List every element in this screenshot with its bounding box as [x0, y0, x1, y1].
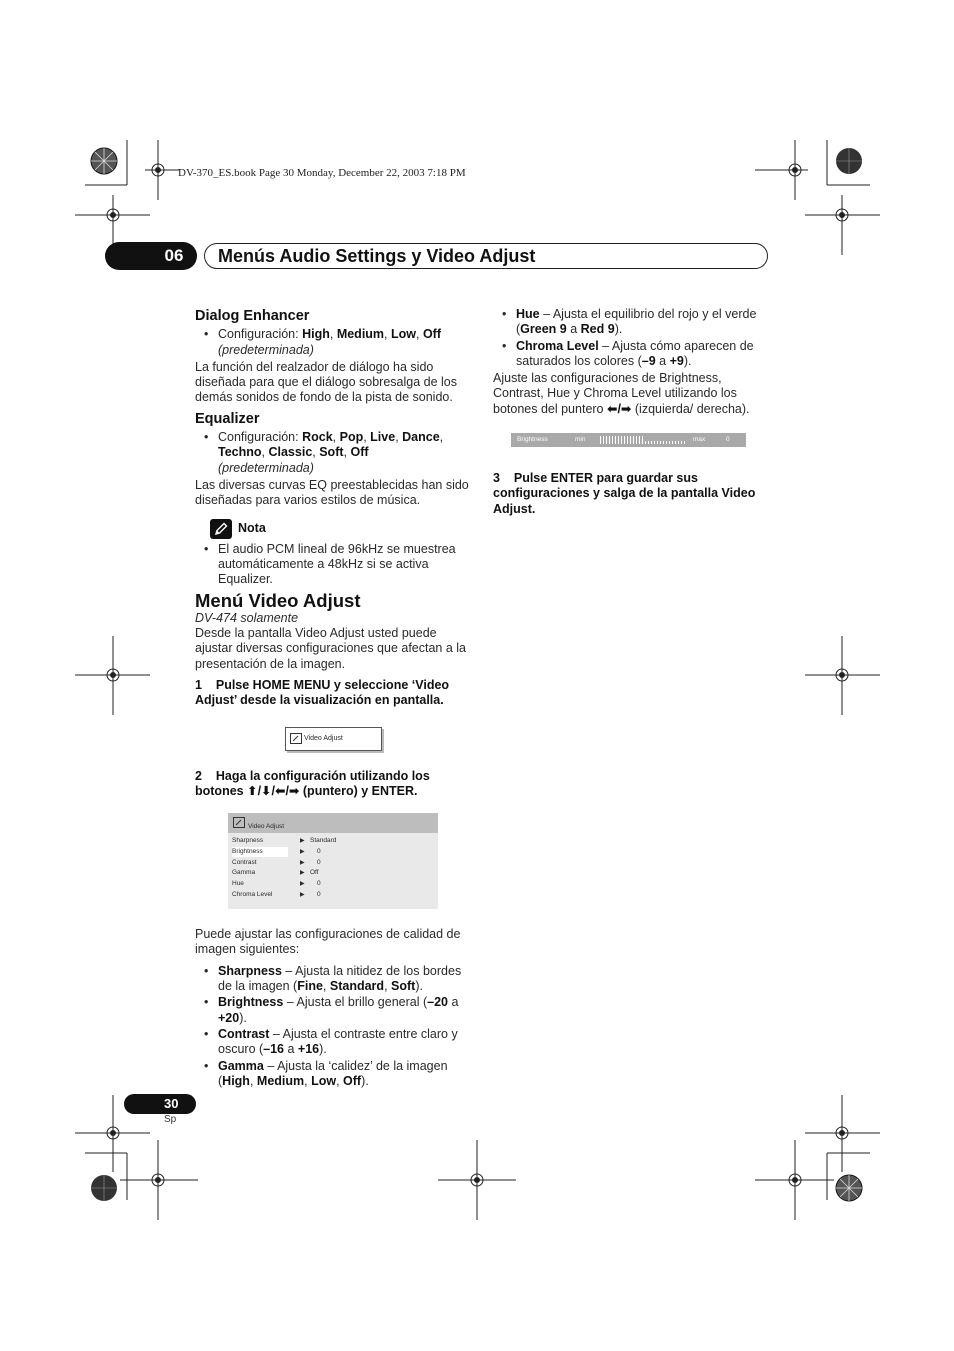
chapter-title: Menús Audio Settings y Video Adjust — [204, 243, 768, 269]
settings-list-continued — [493, 307, 771, 369]
play-arrow-icon: ▶ — [300, 892, 305, 899]
brightness-tick — [651, 441, 652, 444]
chapter-number-badge: 06 — [105, 242, 197, 270]
brightness-tick — [663, 441, 664, 444]
brightness-tick — [636, 436, 637, 444]
list-item: • Brightness – Ajusta el brillo general (–20 a +20). — [195, 995, 475, 1026]
menu-row-hue: Hue ▶ 0 — [232, 880, 321, 888]
brightness-tick — [624, 436, 625, 444]
brightness-tick — [678, 441, 679, 444]
list-item: • Chroma Level – Ajusta cómo aparecen de saturados los colores (–9 a +9). — [493, 339, 771, 370]
brightness-tick — [681, 441, 682, 444]
left-column — [195, 309, 475, 1091]
play-arrow-icon: ▶ — [300, 870, 305, 877]
brightness-tick — [633, 436, 634, 444]
brightness-tick — [648, 441, 649, 444]
menu-header: Video Adjust — [228, 813, 438, 833]
list-item: • Sharpness – Ajusta la nitidez de los bordes de la imagen (Fine, Standard, Soft). — [195, 964, 475, 995]
page-language: Sp — [164, 1114, 177, 1125]
video-adjust-intro: Desde la pantalla Video Adjust usted puede ajustar diversas configuraciones que afectan a la presentación de la imagen. — [195, 626, 466, 671]
video-adjust-icon — [290, 733, 302, 744]
brightness-tick — [639, 436, 640, 444]
menu-row-gamma: Gamma ▶ Off — [232, 869, 319, 877]
step-3: 3 Pulse ENTER para guardar sus configuraciones y salga de la pantalla Video Adjust. — [493, 471, 756, 516]
brightness-tick — [630, 436, 631, 444]
brightness-tick — [657, 441, 658, 444]
brightness-tick — [672, 441, 673, 444]
nota-heading: Nota — [238, 520, 266, 535]
menu-row-brightness: Brightness ▶ 0 — [232, 848, 321, 856]
brightness-tick — [666, 441, 667, 444]
arrow-buttons-icon: ⬆/⬇/⬅/➡ — [247, 783, 300, 798]
brightness-tick — [603, 436, 604, 444]
play-arrow-icon: ▶ — [300, 849, 305, 856]
brightness-tick — [621, 436, 622, 444]
brightness-tick — [675, 441, 676, 444]
play-arrow-icon: ▶ — [300, 881, 305, 888]
equalizer-config — [195, 430, 475, 476]
brightness-tick — [612, 436, 613, 444]
adjust-instructions: Ajuste las configuraciones de Brightness, Contrast, Hue y Chroma Level utilizando los botones del puntero ⬅/➡ (izquierda/ derecha). — [493, 371, 750, 416]
video-adjust-icon — [233, 817, 245, 828]
video-adjust-screen-thumbnail: Video Adjust — [285, 727, 382, 751]
brightness-level-ticks — [600, 436, 688, 444]
brightness-tick — [606, 436, 607, 444]
right-column — [493, 307, 771, 523]
list-item: • Hue – Ajusta el equilibrio del rojo y el verde (Green 9 a Red 9). — [493, 307, 771, 338]
step-2: 2 Haga la configuración utilizando los botones ⬆/⬇/⬅/➡ (puntero) y ENTER. — [195, 768, 430, 798]
left-right-arrows-icon: ⬅/➡ — [606, 401, 632, 416]
video-adjust-menu-screenshot — [228, 813, 438, 909]
brightness-tick — [609, 436, 610, 444]
brightness-bar-screenshot: Brightness min max 0 — [511, 433, 746, 447]
step-1: 1 Pulse HOME MENU y seleccione ‘Video Adjust’ desde la visualización en pantalla. — [195, 677, 450, 708]
settings-intro: Puede ajustar las configuraciones de calidad de imagen siguientes: — [195, 927, 461, 957]
list-item: • Contrast – Ajusta el contraste entre claro y oscuro (–16 a +16). — [195, 1027, 475, 1058]
brightness-tick — [645, 441, 646, 444]
dialog-enhancer-heading: Dialog Enhancer — [195, 308, 310, 324]
brightness-tick — [642, 436, 643, 444]
brightness-tick — [660, 441, 661, 444]
menu-row-contrast: Contrast ▶ 0 — [232, 859, 321, 867]
equalizer-heading: Equalizer — [195, 410, 260, 427]
play-arrow-icon: ▶ — [300, 860, 305, 867]
settings-list — [195, 964, 475, 1089]
list-item: • Configuración: Rock, Pop, Live, Dance, Techno, Classic, Soft, Off (predeterminada) — [195, 430, 475, 476]
menu-row-sharpness: Sharpness ▶ Standard — [232, 837, 337, 845]
menu-row-chroma-level: Chroma Level ▶ 0 — [232, 891, 321, 899]
page-number: 30 — [124, 1094, 196, 1114]
brightness-tick — [615, 436, 616, 444]
brightness-tick — [669, 441, 670, 444]
model-note: DV-474 solamente — [195, 610, 299, 625]
video-adjust-heading: Menú Video Adjust — [195, 590, 361, 612]
nota-header — [210, 519, 475, 539]
brightness-tick — [627, 436, 628, 444]
book-file-info: DV-370_ES.book Page 30 Monday, December 22, 2003 7:18 PM — [178, 167, 466, 179]
brightness-tick — [600, 436, 601, 444]
list-item: • El audio PCM lineal de 96kHz se muestrea automáticamente a 48kHz si se activa Equalizer. — [195, 542, 475, 588]
list-item: • Configuración: High, Medium, Low, Off (predeterminada) — [195, 327, 475, 358]
play-arrow-icon: ▶ — [300, 838, 305, 845]
brightness-tick — [654, 441, 655, 444]
brightness-tick — [618, 436, 619, 444]
dialog-enhancer-description: La función del realzador de diálogo ha sido diseñada para que el diálogo sobresalga de los demás sonidos de fondo de la pista de sonido. — [195, 359, 457, 405]
equalizer-description: Las diversas curvas EQ preestablecidas han sido diseñadas para varios estilos de música. — [195, 477, 469, 508]
nota-list — [195, 542, 475, 588]
dialog-enhancer-config — [195, 327, 475, 358]
list-item: • Gamma – Ajusta la ‘calidez’ de la imagen (High, Medium, Low, Off). — [195, 1059, 475, 1090]
pencil-note-icon — [210, 519, 232, 539]
brightness-tick — [684, 441, 685, 444]
